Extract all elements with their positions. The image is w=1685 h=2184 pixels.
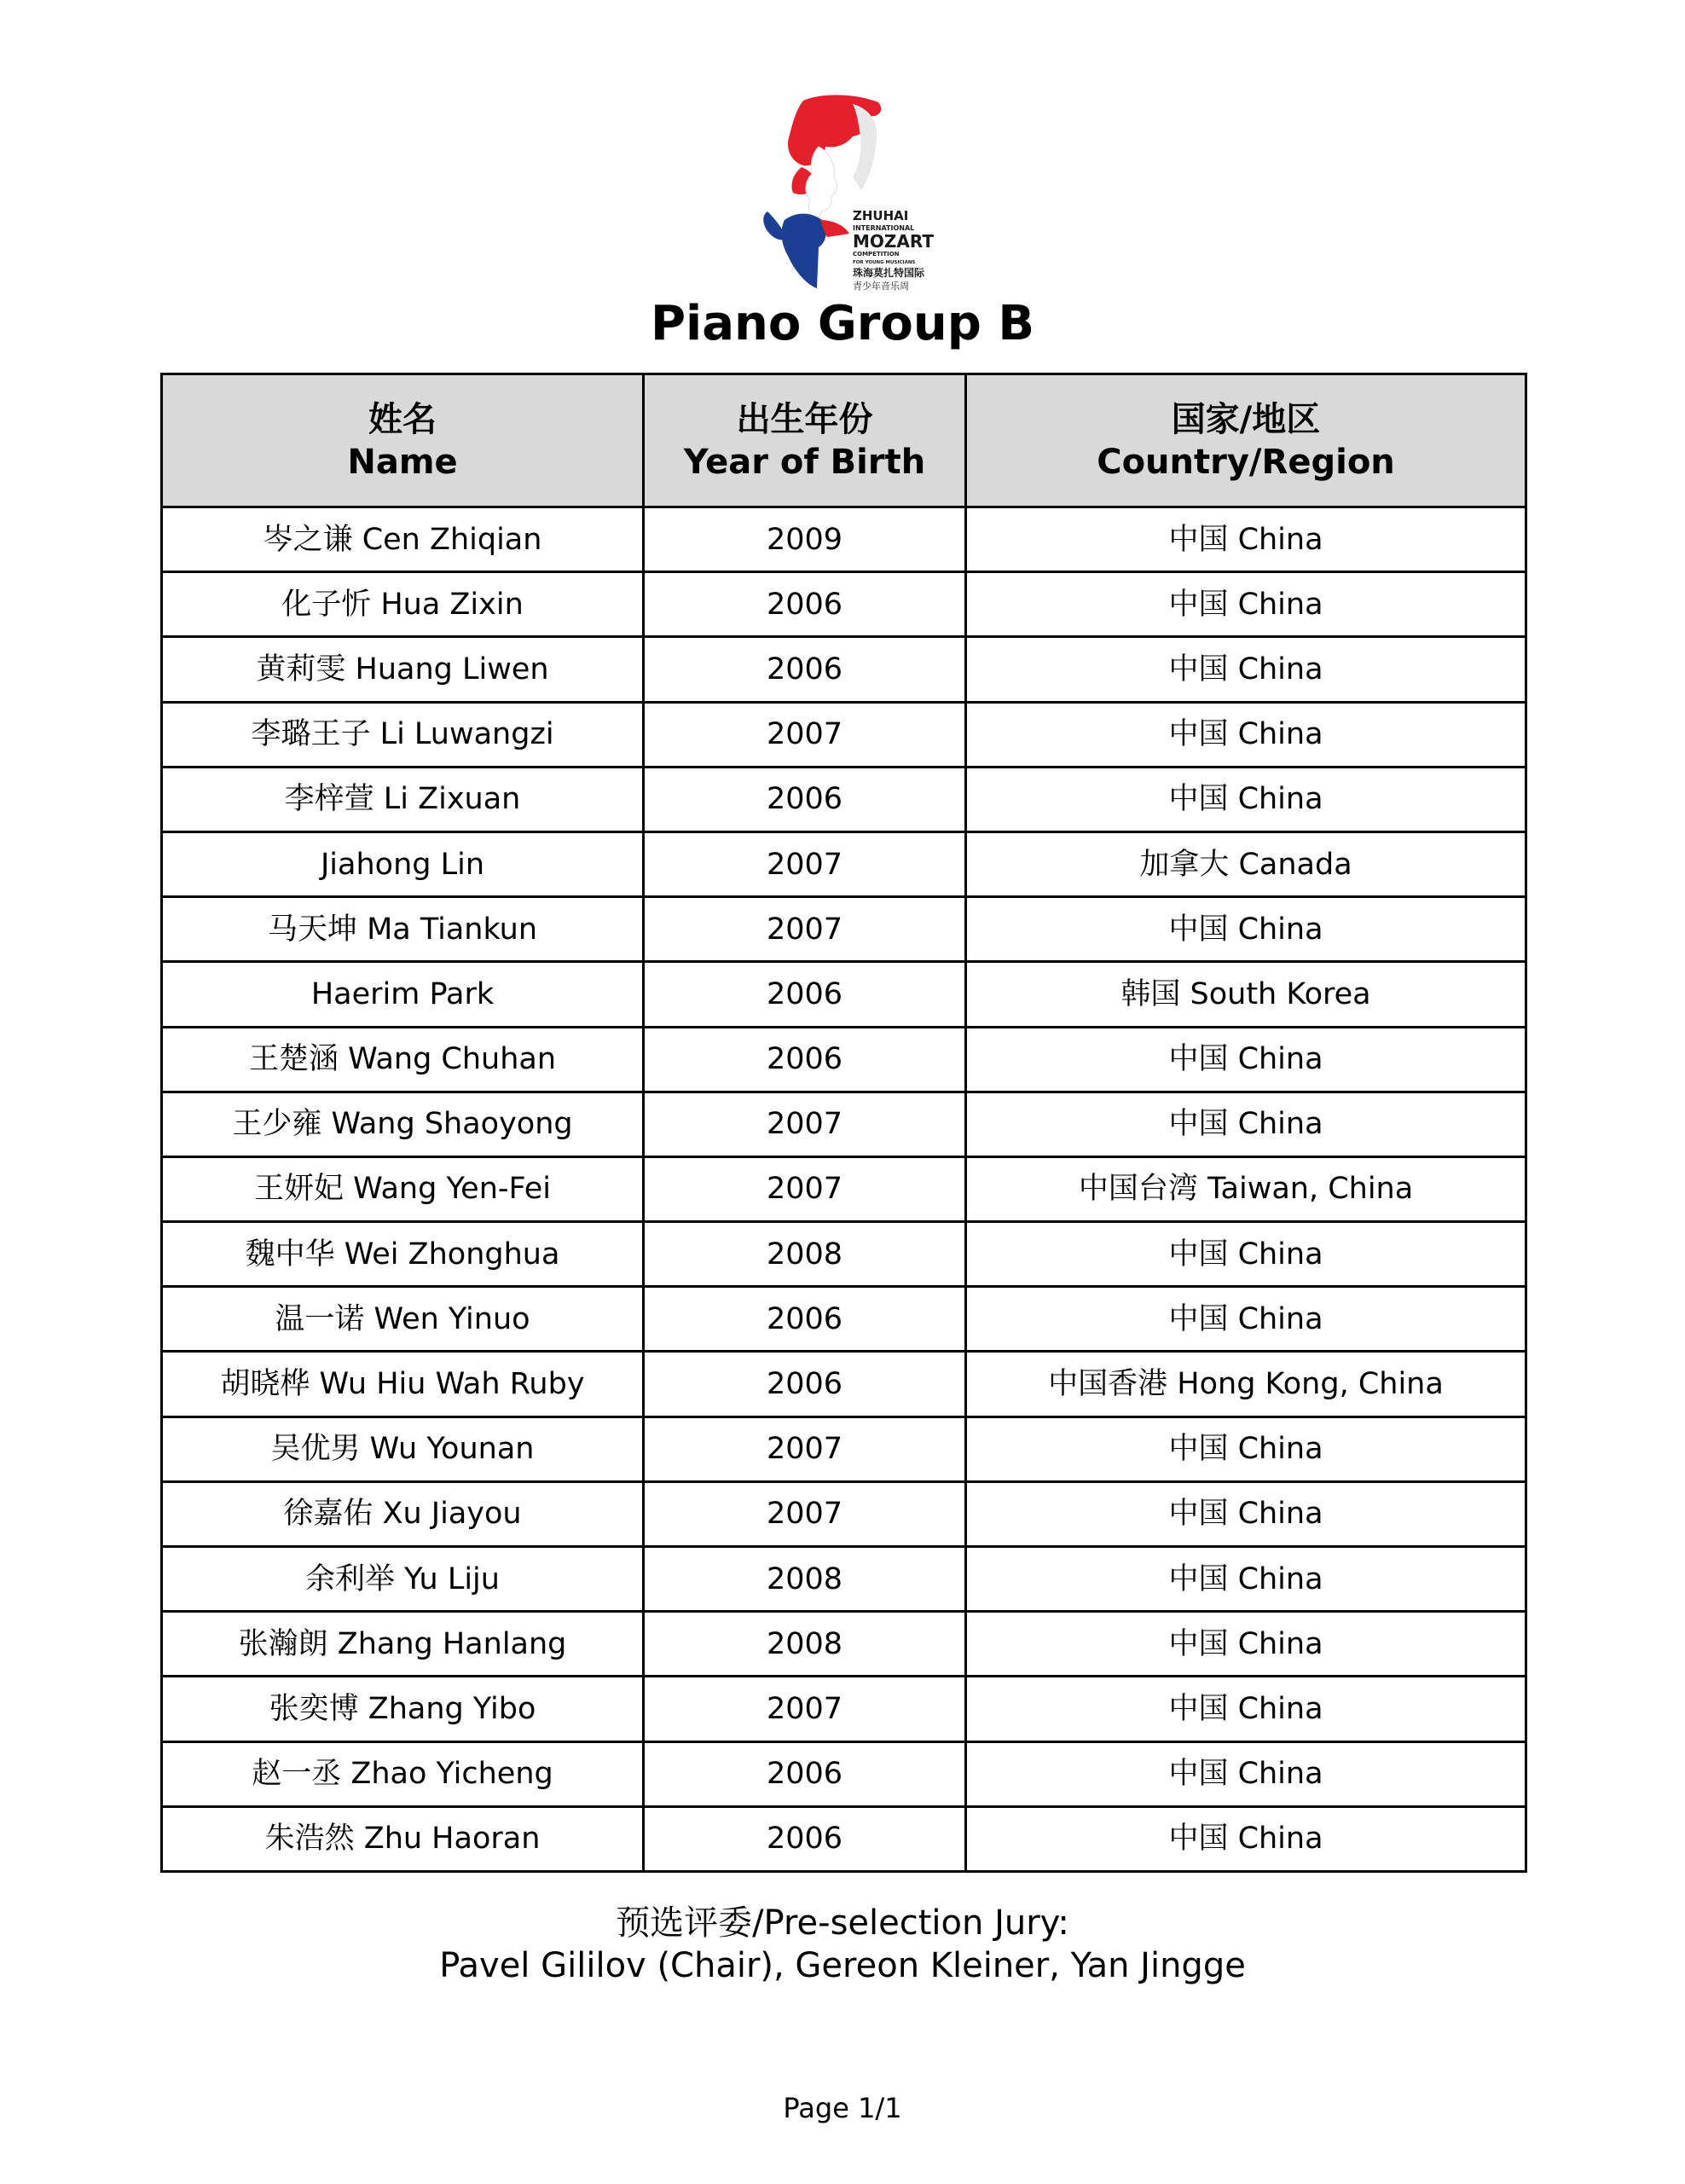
table-row [162, 1352, 1526, 1416]
cell-country: 中国 China [966, 572, 1526, 637]
table-row [162, 962, 1526, 1027]
cell-country: 中国 China [966, 1222, 1526, 1287]
table-row [162, 572, 1526, 637]
cell-name: 马天坤 Ma Tiankun [162, 897, 644, 962]
cell-year: 2007 [644, 1416, 966, 1481]
cell-name: 胡晓桦 Wu Hiu Wah Ruby [162, 1352, 644, 1416]
svg-text:COMPETITION: COMPETITION [853, 251, 900, 258]
cell-year: 2007 [644, 1092, 966, 1156]
header-name-zh: 姓名 [368, 399, 437, 439]
table-row [162, 1027, 1526, 1092]
table-row [162, 1547, 1526, 1612]
cell-year: 2007 [644, 897, 966, 962]
cell-name: 王楚涵 Wang Chuhan [162, 1027, 644, 1092]
table-row [162, 1287, 1526, 1352]
table-row [162, 767, 1526, 831]
header-country-zh: 国家/地区 [1171, 399, 1321, 439]
header-country-en: Country/Region [1097, 442, 1395, 482]
cell-country: 中国 China [966, 767, 1526, 831]
table-row [162, 1156, 1526, 1221]
cell-year: 2008 [644, 1222, 966, 1287]
header-name-en: Name [347, 442, 458, 482]
table-row [162, 1481, 1526, 1546]
cell-name: 李梓萱 Li Zixuan [162, 767, 644, 831]
table-row [162, 1222, 1526, 1287]
header-country [966, 374, 1526, 507]
header-year-en: Year of Birth [683, 442, 926, 482]
cell-year: 2009 [644, 507, 966, 572]
header-year-zh: 出生年份 [736, 399, 873, 439]
table-row [162, 1741, 1526, 1806]
cell-year: 2008 [644, 1547, 966, 1612]
cell-country: 中国 China [966, 507, 1526, 572]
cell-name: 王少雍 Wang Shaoyong [162, 1092, 644, 1156]
cell-year: 2007 [644, 831, 966, 896]
cell-country: 中国 China [966, 1741, 1526, 1806]
table-row [162, 1677, 1526, 1741]
cell-country: 中国 China [966, 1092, 1526, 1156]
cell-country: 中国 China [966, 1806, 1526, 1871]
table-row [162, 637, 1526, 702]
cell-year: 2007 [644, 1156, 966, 1221]
cell-country: 中国香港 Hong Kong, China [966, 1352, 1526, 1416]
jury-members: Pavel Gililov (Chair), Gereon Kleiner, Yan Jingge [439, 1946, 1246, 1985]
cell-name: 朱浩然 Zhu Haoran [162, 1806, 644, 1871]
cell-country: 中国 China [966, 1027, 1526, 1092]
cell-country: 中国 China [966, 637, 1526, 702]
cell-country: 中国 China [966, 1612, 1526, 1677]
table-header-row [162, 374, 1526, 507]
page-number: Page 1/1 [783, 2092, 902, 2124]
cell-name: 岑之谦 Cen Zhiqian [162, 507, 644, 572]
svg-text:ZHUHAI: ZHUHAI [853, 208, 909, 223]
cell-country: 中国 China [966, 1416, 1526, 1481]
jury-section [0, 1902, 1685, 1987]
cell-country: 中国 China [966, 1287, 1526, 1352]
cell-year: 2006 [644, 637, 966, 702]
header-name [162, 374, 644, 507]
cell-country: 中国 China [966, 1677, 1526, 1741]
cell-year: 2006 [644, 1287, 966, 1352]
cell-year: 2008 [644, 1612, 966, 1677]
cell-name: Jiahong Lin [162, 831, 644, 896]
svg-text:INTERNATIONAL: INTERNATIONAL [853, 224, 915, 232]
cell-year: 2006 [644, 767, 966, 831]
table-row [162, 1092, 1526, 1156]
cell-name: 温一诺 Wen Yinuo [162, 1287, 644, 1352]
cell-name: Haerim Park [162, 962, 644, 1027]
table-row [162, 1806, 1526, 1871]
page-title: Piano Group B [650, 296, 1035, 351]
svg-text:MOZART: MOZART [853, 231, 935, 252]
cell-country: 中国 China [966, 1481, 1526, 1546]
svg-text:珠海莫扎特国际: 珠海莫扎特国际 [853, 267, 925, 279]
table-row [162, 831, 1526, 896]
cell-name: 化子忻 Hua Zixin [162, 572, 644, 637]
cell-name: 赵一丞 Zhao Yicheng [162, 1741, 644, 1806]
mozart-silhouette-logo [750, 92, 938, 297]
cell-year: 2007 [644, 702, 966, 767]
cell-country: 中国 China [966, 897, 1526, 962]
svg-text:青少年音乐周: 青少年音乐周 [853, 281, 909, 292]
table-row [162, 897, 1526, 962]
svg-text:FOR YOUNG MUSICIANS: FOR YOUNG MUSICIANS [853, 260, 916, 265]
cell-country: 加拿大 Canada [966, 831, 1526, 896]
cell-name: 王妍妃 Wang Yen-Fei [162, 1156, 644, 1221]
jury-label: 预选评委/Pre-selection Jury: [616, 1903, 1069, 1943]
cell-year: 2006 [644, 1352, 966, 1416]
header-year [644, 374, 966, 507]
cell-year: 2006 [644, 1806, 966, 1871]
cell-name: 魏中华 Wei Zhonghua [162, 1222, 644, 1287]
cell-name: 张奕博 Zhang Yibo [162, 1677, 644, 1741]
table-row [162, 507, 1526, 572]
cell-year: 2007 [644, 1677, 966, 1741]
cell-year: 2006 [644, 572, 966, 637]
cell-name: 张瀚朗 Zhang Hanlang [162, 1612, 644, 1677]
cell-year: 2007 [644, 1481, 966, 1546]
participants-table [160, 373, 1527, 1873]
cell-name: 黄莉雯 Huang Liwen [162, 637, 644, 702]
cell-country: 中国 China [966, 1547, 1526, 1612]
cell-name: 吴优男 Wu Younan [162, 1416, 644, 1481]
table-row [162, 1416, 1526, 1481]
table-row [162, 1612, 1526, 1677]
cell-year: 2006 [644, 1027, 966, 1092]
cell-year: 2006 [644, 1741, 966, 1806]
cell-name: 余利举 Yu Liju [162, 1547, 644, 1612]
cell-country: 韩国 South Korea [966, 962, 1526, 1027]
cell-country: 中国台湾 Taiwan, China [966, 1156, 1526, 1221]
cell-name: 李璐王子 Li Luwangzi [162, 702, 644, 767]
cell-country: 中国 China [966, 702, 1526, 767]
table-row [162, 702, 1526, 767]
cell-year: 2006 [644, 962, 966, 1027]
cell-name: 徐嘉佑 Xu Jiayou [162, 1481, 644, 1546]
competition-logo [750, 92, 938, 297]
